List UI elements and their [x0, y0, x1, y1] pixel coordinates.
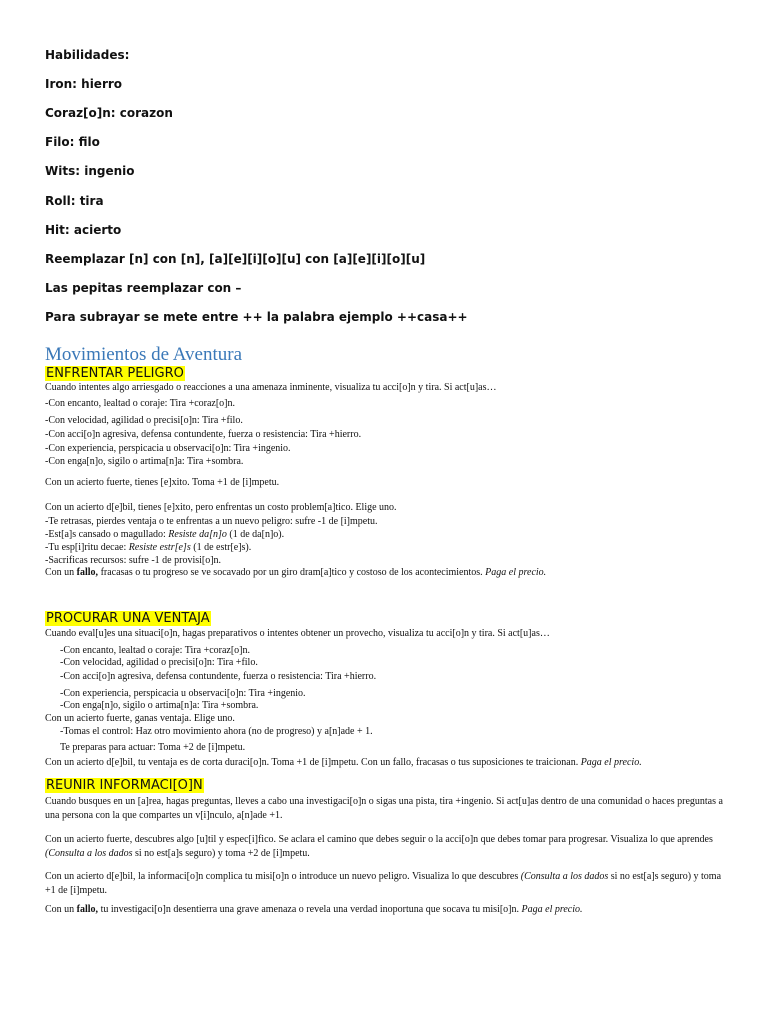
section-intro: Cuando busques en un [a]rea, hagas preguntas, lleves a cabo una investigaci[o]n o sigas una pista, tira +ingenio. Si act[u]as dentro de una comunidad o haces preguntas a una persona con la que compartes un v[i]nculo, a[n]ade +1. [45, 796, 723, 821]
weak-hit-text: Con un acierto d[e]bil, la informaci[o]n complica tu misi[o]n o introduce un nuevo peligro. Visualiza lo que descubres (Consulta a los dados si no est[a]s seguro) y toma +1 de [i]mpetu. [45, 871, 722, 896]
option-line: -Con acci[o]n agresiva, defensa contundente, fuerza o resistencia: Tira +hierro. [60, 671, 377, 682]
weak-hit-text: Con un acierto d[e]bil, tienes [e]xito, pero enfrentas un costo problem[a]tico. Elige uno. [45, 502, 397, 513]
option-line: -Con enga[n]o, sigilo o artima[n]a: Tira +sombra. [60, 700, 259, 711]
choice-line: Te preparas para actuar: Toma +2 de [i]mpetu. [60, 742, 246, 753]
section-heading-enfrentar: ENFRENTAR PELIGRO [46, 366, 184, 381]
instruction-line: Reemplazar [n] con [n], [a][e][i][o][u] con [a][e][i][o][u] [45, 252, 426, 266]
option-line: -Con experiencia, perspicacia u observaci[o]n: Tira +ingenio. [45, 443, 291, 454]
section-intro: Cuando intentes algo arriesgado o reacciones a una amenaza inminente, visualiza tu acci[o]n y tira. Si act[u]as… [45, 382, 497, 393]
strong-hit-text: Con un acierto fuerte, tienes [e]xito. Toma +1 de [i]mpetu. [45, 477, 280, 488]
option-line: -Con encanto, lealtad o coraje: Tira +coraz[o]n. [60, 645, 251, 656]
habilidad-line: Wits: ingenio [45, 164, 135, 178]
weak-option: -Sacrificas recursos: sufre -1 de provisi[o]n. [45, 555, 222, 566]
habilidades-heading: Habilidades: [45, 48, 130, 62]
weak-option: -Est[a]s cansado o magullado: Resiste da[n]o (1 de da[n]o). [45, 529, 285, 540]
option-line: -Con acci[o]n agresiva, defensa contundente, fuerza o resistencia: Tira +hierro. [45, 429, 362, 440]
habilidad-line: Coraz[o]n: corazon [45, 106, 173, 120]
habilidad-line: Hit: acierto [45, 223, 122, 237]
section-heading-reunir: REUNIR INFORMACI[O]N [46, 778, 203, 793]
instruction-line: Para subrayar se mete entre ++ la palabra ejemplo ++casa++ [45, 310, 468, 324]
weak-miss-text: Con un acierto d[e]bil, tu ventaja es de corta duraci[o]n. Toma +1 de [i]mpetu. Con un fallo, fracasas o tus suposiciones te traicionan. Paga el precio. [45, 757, 642, 768]
section-heading-procurar: PROCURAR UNA VENTAJA [46, 611, 210, 626]
weak-option: -Te retrasas, pierdes ventaja o te enfrentas a un nuevo peligro: sufre -1 de [i]mpetu. [45, 516, 378, 527]
option-line: -Con velocidad, agilidad o precisi[o]n: Tira +filo. [60, 657, 258, 668]
option-line: -Con velocidad, agilidad o precisi[o]n: Tira +filo. [45, 415, 243, 426]
option-line: -Con experiencia, perspicacia u observaci[o]n: Tira +ingenio. [60, 688, 306, 699]
choice-line: -Tomas el control: Haz otro movimiento ahora (no de progreso) y a[n]ade + 1. [60, 726, 373, 737]
miss-text: Con un fallo, tu investigaci[o]n desentierra una grave amenaza o revela una verdad inoportuna que socava tu misi[o]n. Paga el precio. [45, 904, 583, 915]
miss-text: Con un fallo, fracasas o tu progreso se ve socavado por un giro dram[a]tico y costoso de los acontecimientos. Paga el precio. [45, 567, 547, 578]
strong-hit-text: Con un acierto fuerte, descubres algo [u]til y espec[i]fico. Se aclara el camino que debes seguir o la acci[o]n que debes tomar para progresar. Visualiza lo que aprendes (Consulta a los dados si no est[a]s seguro) y toma +2 de [i]mpetu. [45, 834, 713, 859]
strong-hit-text: Con un acierto fuerte, ganas ventaja. Elige uno. [45, 713, 235, 724]
section-intro: Cuando eval[u]es una situaci[o]n, hagas preparativos o intentes obtener un provecho, visualiza tu acci[o]n y tira. Si act[u]as… [45, 628, 550, 639]
habilidad-line: Filo: filo [45, 135, 100, 149]
instruction-line: Las pepitas reemplazar con – [45, 281, 242, 295]
habilidad-line: Roll: tira [45, 194, 104, 208]
option-line: -Con enga[n]o, sigilo o artima[n]a: Tira +sombra. [45, 456, 244, 467]
habilidad-line: Iron: hierro [45, 77, 123, 91]
weak-option: -Tu esp[i]ritu decae: Resiste estr[e]s (1 de estr[e]s). [45, 542, 252, 553]
page-title: Movimientos de Aventura [45, 344, 243, 365]
option-line: -Con encanto, lealtad o coraje: Tira +coraz[o]n. [45, 398, 236, 409]
